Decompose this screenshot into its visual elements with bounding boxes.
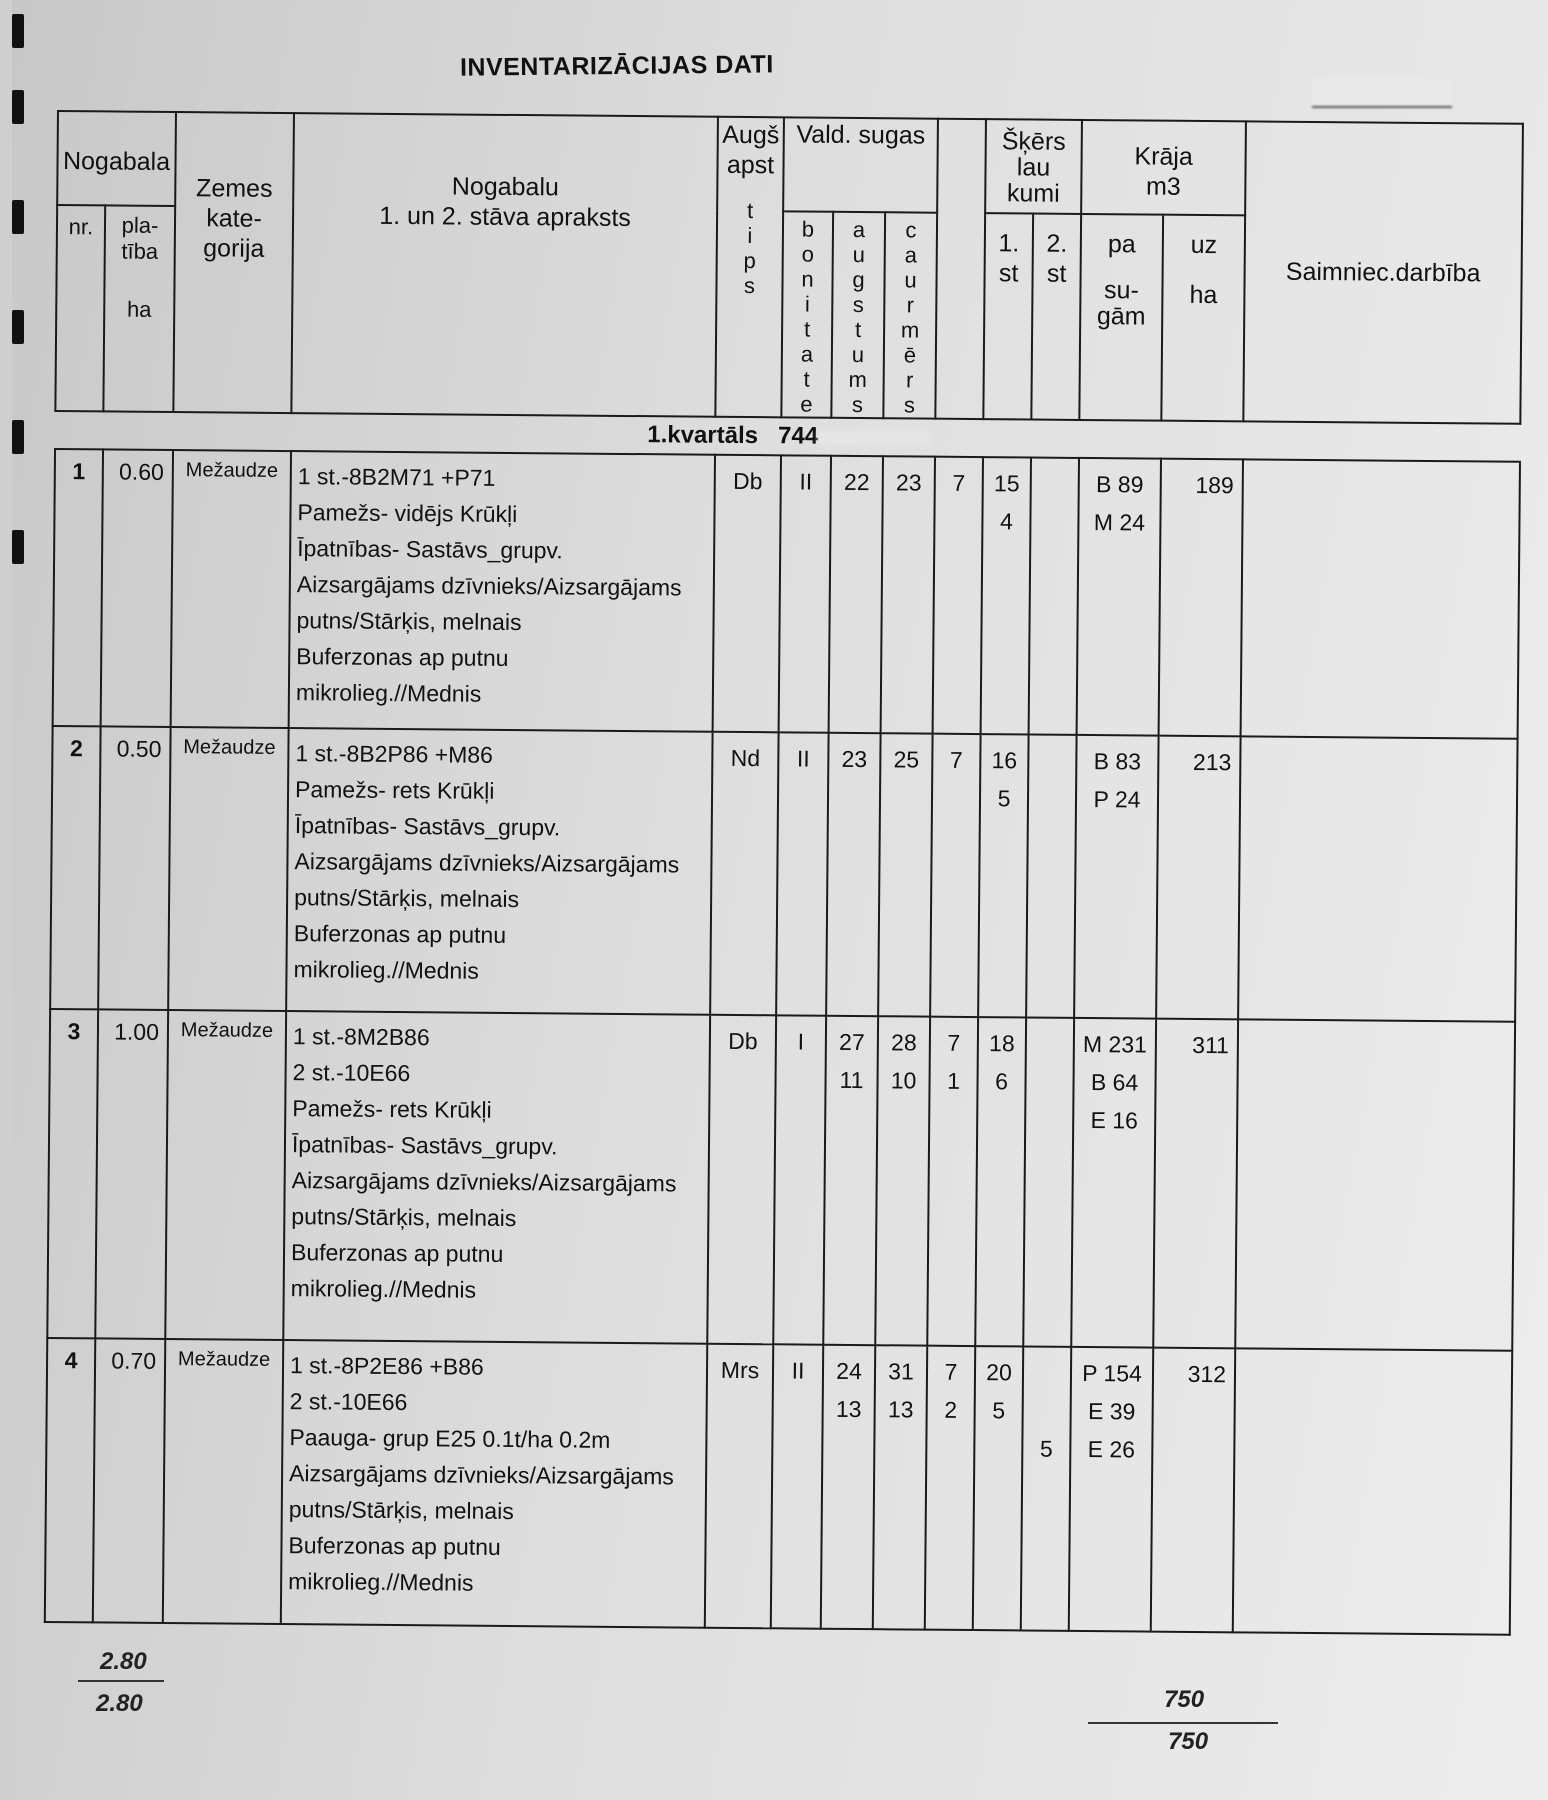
cell-description [286,728,712,1015]
header-platiba: pla- tība ha [103,205,175,412]
cell-augstums: 24 13 [821,1345,875,1629]
header-augstums: a u g s t u m s [831,212,885,418]
description-line: Pamežs- vidējs Krūkļi [297,499,518,528]
cell-st2 [1023,1017,1074,1346]
table-row [53,449,1520,739]
cell-area: 1.00 [95,1009,168,1339]
cell-nr: 3 [47,1009,98,1338]
cell-biezums: 7 [933,457,983,734]
total-stock-top: 750 [1164,1686,1205,1713]
cell-st2: 5 [1021,1346,1071,1630]
cell-augstums: 27 11 [823,1016,878,1345]
cell-bonitate: II [776,732,828,1015]
cell-caurmers: 23 [881,456,935,733]
cell-description [281,1340,707,1628]
cell-caurmers: 25 [878,733,932,1016]
document-page [12,0,1548,1800]
table-body [45,449,1520,1635]
cell-area: 0.70 [93,1338,165,1623]
cell-st1: 16 5 [978,734,1028,1017]
description-line: Pamežs- rets Krūkļi [294,776,495,804]
description-line: mikrolieg.//Mednis [288,1568,474,1596]
cell-stock: B 83 P 24 [1074,735,1158,1019]
header-kraja: Krāja m3 [1081,120,1246,215]
header-vald-sugas: Vald. sugas [783,117,938,212]
description-line: 1 st.-8P2E86 +B86 [289,1352,484,1380]
total-stock-bottom: 750 [1168,1728,1209,1755]
cell-per-ha: 189 [1159,459,1243,737]
cell-st1: 20 5 [973,1346,1023,1630]
cell-per-ha: 213 [1156,736,1240,1020]
description-line: Īpatnības- Sastāvs_grupv. [297,535,563,564]
header-bonitate: b o n i t a t e [781,211,833,417]
description-line: Buferzonas ap putnu [288,1532,501,1560]
cell-category: Mežaudze [171,450,291,728]
binding-hole [12,530,24,564]
header-caurmers: c a u r m ē r s [883,212,937,418]
cell-saimn [1238,736,1517,1021]
description-line: Aizsargājams dzīvnieks/Aizsargājams [294,848,680,878]
description-line: Aizsargājams dzīvnieks/Aizsargājams [296,571,682,601]
binding-hole [12,90,24,124]
description-line: mikrolieg.//Mednis [293,956,479,984]
binding-hole [12,14,24,48]
cell-st1: 15 4 [981,457,1031,734]
binding-hole [12,420,24,454]
description-line: 2 st.-10E66 [292,1059,411,1087]
cell-st2 [1026,735,1076,1018]
header-uz-ha: uz ha [1161,215,1245,422]
description-line: 2 st.-10E66 [289,1388,408,1416]
total-stock-rule [1088,1722,1278,1724]
cell-bonitate: II [771,1344,823,1628]
description-line: Buferzonas ap putnu [296,643,509,671]
header-augs-tips: Augš apst t i p s [715,117,784,418]
cell-area: 0.50 [98,726,170,1010]
header-zemes: Zemes kate- gorija [173,112,294,413]
header-nr: nr. [55,205,105,411]
description-line: Īpatnības- Sastāvs_grupv. [291,1131,558,1160]
cell-area: 0.60 [101,449,173,727]
description-line: 1 st.-8B2M71 +P71 [297,463,496,491]
cell-caurmers: 28 10 [875,1016,930,1345]
table-row [45,1338,1512,1635]
cell-saimn [1235,1019,1515,1350]
cell-nr: 1 [53,449,103,726]
header-nogabala: Nogabala [57,111,176,206]
cell-tips: Db [713,455,781,733]
binding-hole [12,200,24,234]
cell-tips: Nd [710,732,778,1016]
cell-per-ha: 311 [1153,1019,1238,1349]
cell-nr: 4 [45,1338,95,1622]
description-line: putns/Stārķis, melnais [291,1203,517,1232]
table-row [50,726,1517,1022]
header-skersl: Šķērs lau kumi [985,119,1082,214]
description-line: mikrolieg.//Mednis [295,679,482,707]
cell-description [289,451,715,732]
cell-biezums: 7 [930,734,980,1017]
description-line: Buferzonas ap putnu [293,920,507,948]
description-line: putns/Stārķis, melnais [296,607,522,636]
description-line: mikrolieg.//Mednis [290,1275,477,1303]
header-st2: 2. st [1031,214,1081,420]
cell-saimn [1241,459,1520,738]
cell-stock: P 154 E 39 E 26 [1069,1347,1153,1632]
total-area-top: 2.80 [100,1648,147,1675]
cell-description [283,1011,710,1344]
cell-bonitate: II [779,455,831,732]
redacted-id [1312,78,1452,108]
table-row [47,1009,1515,1351]
cell-stock: B 89 M 24 [1077,458,1161,736]
cell-augstums: 23 [826,733,880,1016]
header-apraksts: Nogabalu 1. un 2. stāva apraksts [291,113,718,417]
cell-saimn [1233,1348,1512,1634]
description-line: Pamežs- rets Krūkļi [292,1095,492,1123]
description-line: putns/Stārķis, melnais [288,1496,514,1525]
cell-category: Mežaudze [168,727,288,1011]
cell-category: Mežaudze [165,1010,286,1340]
cell-augstums: 22 [829,456,883,733]
cell-category: Mežaudze [163,1339,283,1624]
cell-tips: Mrs [705,1344,773,1629]
description-line: Buferzonas ap putnu [290,1239,504,1267]
description-line: 1 st.-8M2B86 [292,1023,430,1051]
description-line: Aizsargājams dzīvnieks/Aizsargājams [289,1460,674,1490]
cell-bonitate: I [773,1015,826,1344]
binding-hole [12,310,24,344]
total-area-bottom: 2.80 [96,1690,143,1717]
cell-caurmers: 31 13 [873,1345,927,1629]
description-line: putns/Stārķis, melnais [294,884,520,913]
description-line: Aizsargājams dzīvnieks/Aizsargājams [291,1167,677,1197]
description-line: Īpatnības- Sastāvs_grupv. [294,812,561,841]
description-line: Paauga- grup E25 0.1t/ha 0.2m [289,1424,611,1453]
header-biezums [935,119,986,419]
header-st1: 1. st [983,213,1033,419]
cell-nr: 2 [50,726,100,1009]
cell-per-ha: 312 [1151,1348,1235,1633]
cell-tips: Db [707,1015,776,1345]
table-header [55,111,1523,424]
cell-biezums: 7 2 [925,1346,975,1630]
header-saimn: Saimniec.darbība [1243,121,1523,423]
page-title: INVENTARIZĀCIJAS DATI [459,50,774,82]
description-line: 1 st.-8B2P86 +M86 [295,740,494,768]
cell-st2 [1029,458,1079,735]
cell-stock: M 231 B 64 E 16 [1071,1018,1156,1348]
kvartals-label: 1.kvartāls 744 [55,411,1520,462]
header-pa-sugam: pa su- gām [1079,214,1163,421]
cell-biezums: 7 1 [927,1017,978,1346]
cell-st1: 18 6 [975,1017,1026,1346]
inventory-table [44,110,1522,1636]
total-area-rule [78,1680,164,1682]
